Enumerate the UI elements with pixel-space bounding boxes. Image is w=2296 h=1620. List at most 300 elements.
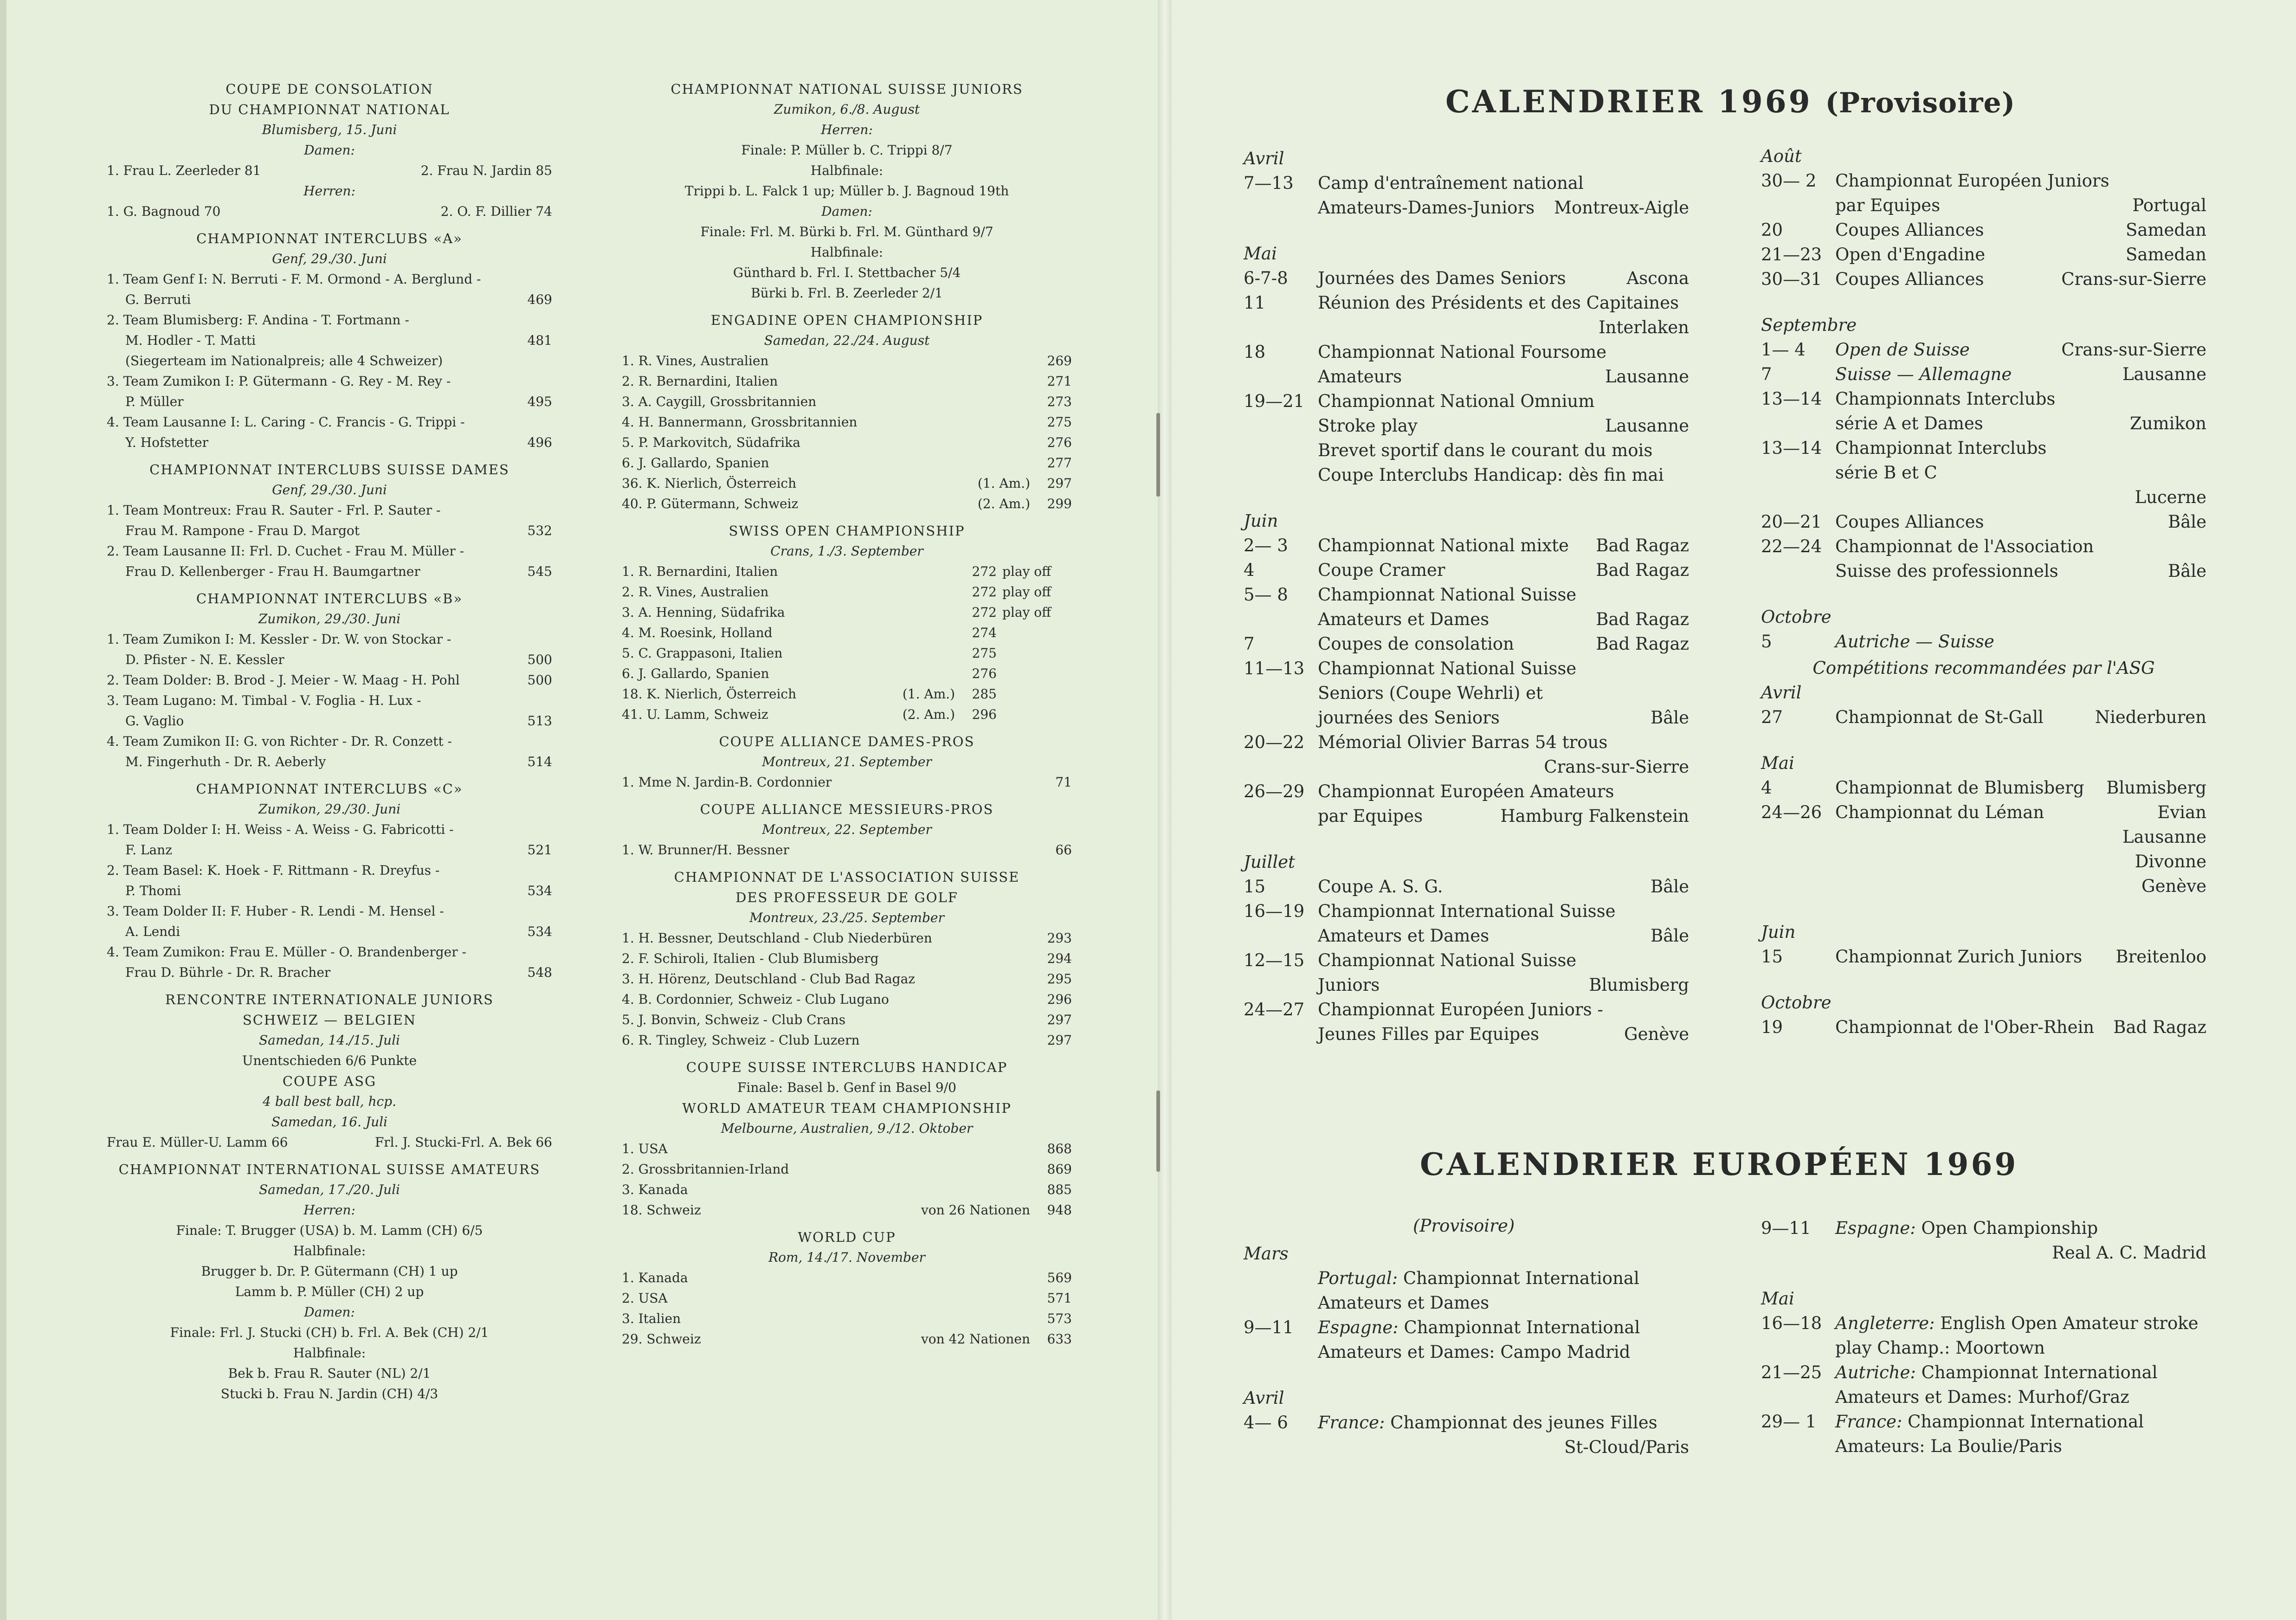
table-cell	[997, 623, 1072, 643]
table-row	[622, 351, 1072, 371]
table-cell: 3. A. Caygill, Grossbritannien	[622, 394, 817, 409]
event-text: Championnat International	[1403, 1268, 1639, 1288]
event-date	[1244, 438, 1318, 463]
event-name	[1318, 1410, 1658, 1435]
calendar-entry	[1244, 1266, 1689, 1291]
table-cell	[997, 664, 1072, 684]
event-location: Samedan	[2126, 220, 2206, 240]
event-text: Open de Suisse	[1835, 340, 1970, 360]
event-location: St-Cloud/Paris	[1564, 1437, 1689, 1457]
team-members: G. Berruti	[125, 292, 191, 307]
section-place: Genf, 29./30. Juni	[272, 482, 387, 497]
team-line: 1. Team Montreux: Frau R. Sauter - Frl. P. Sauter -	[107, 503, 441, 518]
result-line	[622, 840, 1072, 860]
section-interclubs-dames	[107, 459, 552, 582]
table-row	[622, 1329, 1072, 1349]
event-text: Jeunes Filles par Equipes	[1318, 1024, 1539, 1044]
event-date: 20	[1761, 220, 1783, 240]
event-date	[1761, 1385, 1835, 1409]
result-text: Finale: P. Müller b. C. Trippi 8/7	[741, 142, 953, 158]
event-name	[1835, 193, 1940, 218]
result-score: 66	[1055, 842, 1072, 858]
event-name	[1318, 874, 1443, 899]
table-cell: 297	[1047, 476, 1072, 491]
section-title: ENGADINE OPEN CHAMPIONSHIP	[710, 312, 983, 328]
event-date: 13—14	[1761, 438, 1822, 458]
section-place: Montreux, 21. September	[762, 754, 932, 769]
event-name	[1318, 973, 1380, 997]
result-text: Bek b. Frau R. Sauter (NL) 2/1	[228, 1366, 431, 1381]
event-detail	[1318, 195, 1689, 220]
result-text: Frau E. Müller-U. Lamm 66	[107, 1135, 288, 1150]
event-location: Lausanne	[2122, 827, 2206, 847]
calendar-entry	[1761, 242, 2206, 267]
event-text: Championnat National Foursome	[1318, 342, 1607, 362]
event-text: Amateurs: La Boulie/Paris	[1835, 1436, 2062, 1456]
calendar-entry	[1244, 463, 1689, 487]
event-text: Amateurs et Dames: Campo Madrid	[1318, 1342, 1631, 1362]
table-cell: 1. R. Bernardini, Italien	[622, 564, 778, 579]
table-cell: 272	[972, 584, 997, 600]
calendar-entry	[1761, 705, 2206, 729]
event-detail	[1318, 1291, 1689, 1315]
table-cell: (2. Am.)	[902, 707, 955, 722]
section-title: SCHWEIZ — BELGIEN	[242, 1012, 417, 1028]
table-row	[622, 949, 1072, 969]
event-name	[1318, 195, 1535, 220]
result-text: 1. Frau L. Zeerleder 81	[107, 163, 261, 178]
table-cell	[891, 1309, 1030, 1329]
event-location: Lausanne	[1605, 367, 1689, 387]
event-name	[1835, 337, 1970, 362]
european-column-1	[1244, 1241, 1689, 1459]
calendar-entry	[1761, 362, 2206, 387]
event-name	[1835, 1360, 2158, 1385]
event-text: Championnat des jeunes Filles	[1390, 1413, 1658, 1433]
event-name	[1835, 629, 1994, 654]
result-text: 2. Frau N. Jardin 85	[420, 163, 552, 178]
event-name	[1318, 582, 1576, 607]
calendar-entry	[1761, 510, 2206, 534]
event-detail	[1835, 193, 2206, 218]
table-cell: 2. R. Vines, Australien	[622, 584, 769, 600]
month-label: Juin	[1761, 922, 1796, 942]
event-location: Divonne	[2135, 852, 2206, 871]
month-label: Mars	[1244, 1244, 1289, 1264]
table-cell	[891, 1159, 1030, 1180]
table-cell: 1. Kanada	[622, 1270, 688, 1285]
event-detail	[1318, 923, 1689, 948]
event-date: 29— 1	[1761, 1412, 1817, 1432]
event-detail	[1318, 463, 1689, 487]
team-line: 1. Team Dolder I: H. Weiss - A. Weiss - G. Fabricotti -	[107, 822, 454, 837]
event-text: English Open Amateur stroke	[1940, 1313, 2199, 1333]
result-text: 1. Mme N. Jardin-B. Cordonnier	[622, 775, 832, 790]
team-line: 4. Team Zumikon: Frau E. Müller - O. Brandenberger -	[107, 944, 466, 960]
table-cell	[895, 623, 955, 643]
event-detail	[1835, 1015, 2206, 1039]
calendar-entry	[1244, 607, 1689, 632]
table-cell: 272	[972, 564, 997, 579]
section-title: CHAMPIONNAT INTERCLUBS «A»	[196, 231, 463, 246]
event-location: Bad Ragaz	[2113, 1017, 2206, 1037]
section-interclubs-a	[107, 228, 552, 453]
event-text: Amateurs et Dames	[1318, 1293, 1490, 1313]
table-cell: 296	[972, 707, 997, 722]
event-date: 26—29	[1244, 781, 1305, 801]
section-interclubs-b	[107, 588, 552, 772]
section-place: Samedan, 22./24. August	[764, 333, 930, 348]
category-label: Damen:	[821, 204, 872, 219]
event-date: 9—11	[1244, 1317, 1294, 1337]
event-detail	[1318, 997, 1689, 1022]
event-name	[1835, 775, 2084, 800]
event-name	[1835, 168, 2109, 193]
calendar-entry	[1244, 948, 1689, 973]
event-country: Espagne:	[1318, 1317, 1404, 1337]
event-detail	[1318, 558, 1689, 582]
calendar-entry	[1244, 171, 1689, 195]
event-text: Amateurs	[1318, 367, 1402, 387]
team-line	[107, 752, 552, 772]
result-text: Finale: Frl. M. Bürki b. Frl. M. Günthard 9/7	[700, 224, 993, 239]
event-date	[1244, 923, 1318, 948]
table-cell	[891, 1268, 1030, 1288]
event-text: Championnat National mixte	[1318, 536, 1569, 555]
event-name	[1835, 534, 2094, 559]
event-text: Mémorial Olivier Barras 54 trous	[1318, 732, 1608, 752]
calendar-entry	[1761, 1434, 2206, 1459]
result-text: Halbfinale:	[293, 1243, 366, 1259]
event-country: Portugal:	[1318, 1268, 1403, 1288]
team-members: D. Pfister - N. E. Kessler	[125, 652, 284, 667]
team-members: P. Müller	[125, 394, 184, 409]
event-detail	[1318, 364, 1689, 389]
section-title: CHAMPIONNAT INTERCLUBS «B»	[196, 591, 463, 607]
event-detail	[1835, 267, 2206, 291]
results-table	[622, 351, 1072, 514]
event-location: Blumisberg	[2106, 778, 2206, 798]
calendar-entry	[1761, 411, 2206, 436]
event-date: 22—24	[1761, 536, 1822, 556]
event-text: Championnat National Suisse	[1318, 585, 1577, 605]
event-name	[1835, 436, 2046, 460]
table-cell: 272	[972, 605, 997, 620]
event-location: Bâle	[2168, 512, 2206, 532]
calendar-entry	[1244, 1022, 1689, 1046]
event-location: Bâle	[1651, 877, 1689, 897]
event-date: 21—23	[1761, 245, 1822, 265]
section-title: WORLD CUP	[798, 1229, 896, 1245]
table-cell: 633	[1047, 1331, 1072, 1347]
calendar-entry	[1761, 1360, 2206, 1385]
team-line	[107, 650, 552, 670]
event-location: Crans-sur-Sierre	[2061, 340, 2206, 360]
event-text: Suisse — Allemagne	[1835, 364, 2012, 384]
event-text: Amateurs et Dames: Murhof/Graz	[1835, 1387, 2129, 1407]
event-name	[1318, 632, 1514, 656]
event-text: Championnat National Suisse	[1318, 658, 1577, 678]
section-swiss-open	[622, 521, 1072, 725]
event-text: Coupe Interclubs Handicap: dès fin mai	[1318, 465, 1664, 485]
event-detail	[1318, 533, 1689, 558]
event-name	[1318, 779, 1614, 804]
team-line	[107, 922, 552, 942]
recommended-heading: Compétitions recommandées par l'ASG	[1812, 658, 2155, 678]
event-detail	[1835, 1434, 2206, 1459]
team-score: 514	[527, 754, 552, 769]
event-text: Championnat Européen Juniors -	[1318, 1000, 1603, 1020]
event-name	[1318, 389, 1594, 413]
event-detail	[1835, 1409, 2206, 1434]
event-country: Angleterre:	[1835, 1313, 1941, 1333]
team-members: 2. Team Dolder: B. Brod - J. Meier - W. Maag - H. Pohl	[107, 672, 460, 688]
table-row	[622, 704, 1072, 725]
table-cell	[891, 1288, 1030, 1309]
table-row	[622, 473, 1072, 494]
calendar-entry	[1761, 1336, 2206, 1360]
calendar-column-1	[1244, 146, 1689, 1046]
event-date	[1244, 1291, 1318, 1315]
table-row	[622, 1139, 1072, 1159]
event-detail	[1835, 1311, 2206, 1336]
result-text: Halbfinale:	[810, 163, 884, 178]
section-title: COUPE DE CONSOLATION	[226, 81, 433, 97]
table-cell	[891, 1139, 1030, 1159]
calendar-entry	[1761, 629, 2206, 654]
event-location: Breitenloo	[2115, 947, 2206, 967]
event-name	[1835, 1385, 2129, 1409]
table-row	[622, 582, 1072, 602]
event-date: 11	[1244, 293, 1266, 313]
team-line	[107, 881, 552, 901]
results-table	[622, 928, 1072, 1051]
event-date	[1244, 364, 1318, 389]
calendar-entry	[1761, 387, 2206, 411]
event-text: Championnat International Suisse	[1318, 901, 1616, 921]
event-date: 4	[1761, 778, 1772, 798]
table-cell: 36. K. Nierlich, Österreich	[622, 476, 797, 491]
event-location: Blumisberg	[1589, 975, 1689, 995]
event-date: 27	[1761, 707, 1783, 727]
table-cell: (1. Am.)	[902, 686, 955, 702]
event-detail	[1318, 413, 1689, 438]
event-date: 5	[1761, 632, 1772, 652]
team-line	[107, 670, 552, 691]
event-detail	[1835, 800, 2206, 825]
event-date: 12—15	[1244, 950, 1305, 970]
event-detail	[1318, 171, 1689, 195]
table-cell: 3. Italien	[622, 1311, 681, 1326]
section-title: COUPE ASG	[282, 1073, 377, 1089]
table-row	[622, 1288, 1072, 1309]
calendar-entry	[1761, 944, 2206, 969]
table-row	[622, 989, 1072, 1010]
month-label: Mai	[1761, 753, 1794, 773]
results-table	[622, 1139, 1072, 1220]
event-detail	[1835, 629, 2206, 654]
section-place: Montreux, 23./25. September	[749, 910, 944, 925]
event-location: Lausanne	[1605, 416, 1689, 436]
month-label: Septembre	[1761, 315, 1857, 335]
event-text: série A et Dames	[1835, 413, 1983, 433]
table-cell	[997, 684, 1072, 704]
table-cell: 571	[1047, 1291, 1072, 1306]
calendar-entry	[1761, 1240, 2206, 1265]
event-date	[1244, 705, 1318, 730]
event-name	[1835, 242, 1985, 267]
calendar-entry	[1244, 681, 1689, 705]
event-detail	[1835, 1216, 2206, 1240]
event-detail	[1835, 387, 2206, 411]
event-text: Championnat de St-Gall	[1835, 707, 2044, 727]
event-date	[1244, 1022, 1318, 1046]
event-text: Championnat International	[1921, 1362, 2158, 1382]
table-cell: von 42 Nationen	[921, 1331, 1030, 1347]
event-name	[1318, 923, 1489, 948]
section-title: CHAMPIONNAT INTERNATIONAL SUISSE AMATEURS	[118, 1162, 541, 1177]
result-text: Unentschieden 6/6 Punkte	[242, 1053, 417, 1068]
month-label: Mai	[1244, 244, 1277, 264]
table-cell	[895, 643, 955, 664]
calendar-entry	[1244, 997, 1689, 1022]
event-name	[1318, 705, 1500, 730]
team-line	[107, 711, 552, 731]
table-row	[622, 1159, 1072, 1180]
table-cell: 569	[1047, 1270, 1072, 1285]
calendar-entry	[1761, 218, 2206, 242]
event-text: Open d'Engadine	[1835, 245, 1986, 265]
event-text: Championnat Européen Juniors	[1835, 171, 2109, 191]
table-cell: 299	[1047, 496, 1072, 511]
table-cell: 296	[1047, 992, 1072, 1007]
event-text: Championnat de l'Association	[1835, 536, 2094, 556]
table-cell: play off	[1002, 584, 1051, 600]
calendar-entry	[1244, 899, 1689, 923]
table-row	[622, 1010, 1072, 1030]
category-label: Damen:	[304, 142, 355, 158]
result-text: 2. O. F. Dillier 74	[440, 204, 552, 219]
event-detail	[1318, 730, 1689, 755]
table-cell: von 26 Nationen	[921, 1202, 1030, 1218]
table-row	[622, 494, 1072, 514]
event-text: série B et C	[1835, 463, 1937, 483]
event-date	[1761, 485, 1835, 510]
month-label: Juin	[1244, 511, 1278, 531]
event-detail	[1318, 1022, 1689, 1046]
calendar-title	[1445, 84, 2015, 120]
event-detail	[1318, 389, 1689, 413]
table-cell: 6. R. Tingley, Schweiz - Club Luzern	[622, 1033, 860, 1048]
table-cell: 868	[1047, 1141, 1072, 1156]
team-score: 545	[527, 564, 552, 579]
table-cell	[970, 371, 1030, 392]
table-cell	[970, 412, 1030, 432]
event-location: Bâle	[1651, 926, 1689, 946]
table-cell	[997, 704, 1072, 725]
table-cell: 2. USA	[622, 1291, 668, 1306]
event-text: Journées des Dames Seniors	[1318, 268, 1566, 288]
event-name	[1835, 1409, 2144, 1434]
section-place: Zumikon, 6./8. August	[774, 102, 920, 117]
event-country: France:	[1318, 1413, 1391, 1433]
event-date	[1244, 195, 1318, 220]
event-text: Coupe Cramer	[1318, 560, 1445, 580]
calendar-entry	[1761, 1409, 2206, 1434]
section-place: Zumikon, 29./30. Juni	[258, 801, 401, 817]
event-text: Open Championship	[1921, 1218, 2098, 1238]
team-line: 4. Team Lausanne I: L. Caring - C. Francis - G. Trippi -	[107, 414, 465, 430]
event-name	[1318, 290, 1679, 315]
event-name	[1318, 1340, 1630, 1364]
category-label: Herren:	[821, 122, 873, 137]
event-location: Zumikon	[2130, 413, 2206, 433]
team-members: F. Lanz	[125, 842, 172, 858]
section-title: CHAMPIONNAT DE L'ASSOCIATION SUISSE	[674, 869, 1020, 885]
table-row	[622, 1180, 1072, 1200]
table-row	[622, 432, 1072, 453]
table-row	[622, 684, 1072, 704]
calendar-entry	[1244, 1340, 1689, 1364]
event-text: Suisse des professionnels	[1835, 561, 2058, 581]
table-row	[622, 928, 1072, 949]
event-detail	[1318, 779, 1689, 804]
team-score: 496	[527, 435, 552, 450]
event-name	[1835, 411, 1983, 436]
team-members: P. Thomi	[125, 883, 181, 898]
result-line	[622, 772, 1072, 793]
event-date	[1244, 463, 1318, 487]
event-date: 7	[1761, 364, 1772, 384]
event-text: Seniors (Coupe Wehrli) et	[1318, 683, 1543, 703]
calendar-entry	[1244, 730, 1689, 755]
team-line	[107, 432, 552, 453]
event-detail	[1318, 804, 1689, 828]
event-date: 2— 3	[1244, 536, 1288, 555]
calendar-entry	[1244, 195, 1689, 220]
month-label: Août	[1761, 146, 1802, 166]
team-score: 534	[527, 883, 552, 898]
category-label: Herren:	[303, 183, 355, 199]
calendar-entry	[1244, 315, 1689, 340]
team-line: 3. Team Lugano: M. Timbal - V. Foglia - H. Lux -	[107, 693, 421, 708]
table-cell: 5. P. Markovitch, Südafrika	[622, 435, 800, 450]
event-name	[1318, 1022, 1539, 1046]
event-detail	[1835, 218, 2206, 242]
team-members: Frau M. Rampone - Frau D. Margot	[125, 523, 360, 538]
event-detail	[1318, 582, 1689, 607]
section-title: COUPE ALLIANCE DAMES-PROS	[719, 734, 975, 749]
table-cell: 3. H. Hörenz, Deutschland - Club Bad Ragaz	[622, 971, 916, 987]
event-date: 24—27	[1244, 1000, 1305, 1020]
event-detail	[1835, 944, 2206, 969]
month-label: Juillet	[1244, 852, 1295, 872]
table-cell: 40. P. Gütermann, Schweiz	[622, 496, 799, 511]
event-text: Amateurs et Dames	[1318, 926, 1490, 946]
event-detail	[1835, 436, 2206, 460]
event-detail	[1318, 315, 1689, 340]
table-cell: 885	[1047, 1182, 1072, 1197]
table-cell: 276	[1047, 435, 1072, 450]
table-cell	[970, 432, 1030, 453]
event-date: 19	[1761, 1017, 1783, 1037]
table-cell: 293	[1047, 930, 1072, 946]
event-location: Montreux-Aigle	[1554, 198, 1689, 218]
event-text: Autriche — Suisse	[1835, 632, 1994, 652]
event-name	[1835, 559, 2058, 583]
team-line	[107, 290, 552, 310]
event-location: Portugal	[2132, 195, 2206, 215]
